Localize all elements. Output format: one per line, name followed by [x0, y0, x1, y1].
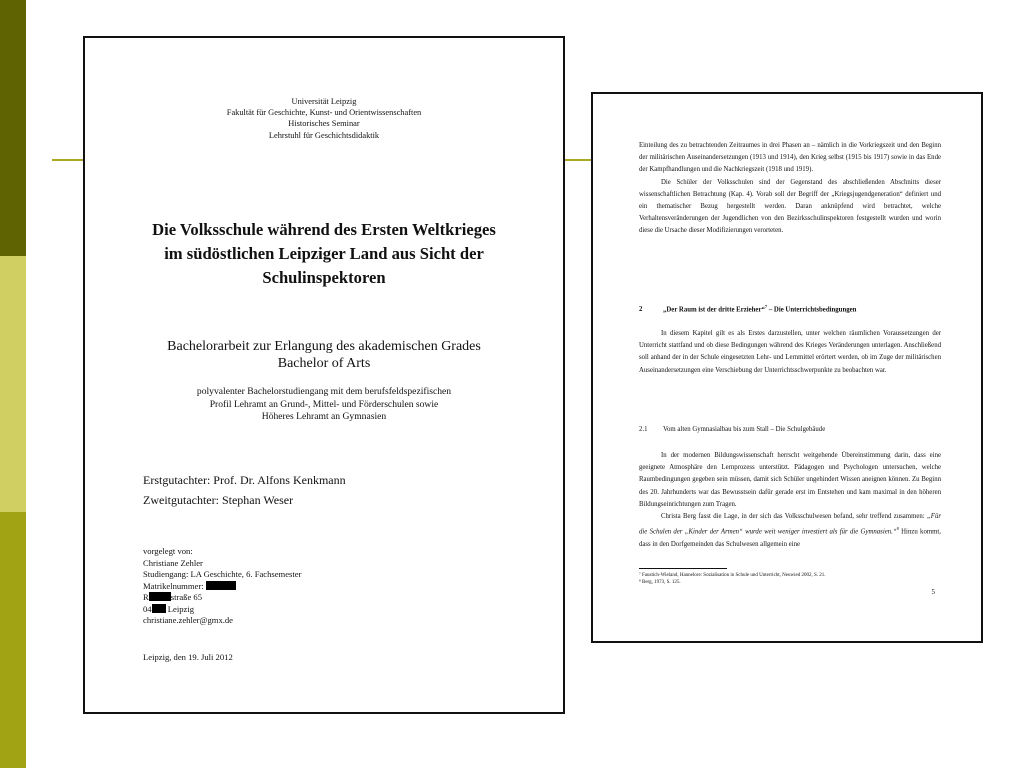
content-page: [591, 92, 983, 643]
footnote: ⁷ Faustich-Wieland, Hannelore: Sozialisation in Schule und Unterricht, Neuwied 2002, S. 21.: [639, 573, 826, 578]
paragraph: In der modernen Bildungswissenschaft herrscht weitgehende Übereinstimmung darin, dass eine geeignete Atmosphäre den Lernprozess unterstützt. Pädagogen und Psychologen untersuchen, welche Raumbedingungen gegeben sein müssen, damit sich Schüler ungehindert Wissen aneignen können. Zu Beginn des 20. Jahrhunderts war das Bewusstsein dafür gerade erst im Entstehen und kam maximal in den höheren Bildungseinrichtungen zum Tragen.: [639, 452, 941, 508]
faculty-name: Fakultät für Geschichte, Kunst- und Orientwissenschaften: [226, 108, 422, 118]
footnote-divider: [639, 568, 727, 569]
section-heading-2: [639, 304, 856, 313]
quote-text: „Für die Schulen der „Kinder der Armen“ wurde weit weniger investiert als für die Gymnasien.“: [639, 513, 941, 536]
redaction-box: [206, 581, 236, 590]
reviewers: [143, 470, 346, 510]
program-line: Höheres Lehramt an Gymnasien: [261, 411, 387, 422]
section-title: „Der Raum ist der dritte Erzieher“: [663, 306, 765, 314]
paragraph-text: Christa Berg fasst die Lage, in der sich das Volksschulwesen befand, sehr treffend zusammen:: [661, 513, 928, 521]
footnote-ref: 8: [896, 526, 899, 532]
decor-bar-top: [0, 0, 26, 256]
university-header: [85, 96, 563, 141]
submitted-by: [143, 546, 301, 627]
chair-name: Lehrstuhl für Geschichtsdidaktik: [268, 130, 380, 140]
first-reviewer: Erstgutachter: Prof. Dr. Alfons Kenkmann: [143, 473, 346, 487]
redaction-box: [149, 592, 171, 601]
title-page: [83, 36, 565, 714]
paragraph: Die Schüler der Volksschulen sind der Gegenstand des abschließenden Abschnitts dieser wissenschaftlichen Betrachtung (Kap. 4). Vorab soll der Begriff der „Kriegsjugendgeneration“ definiert und ein thematischer Bezug hergestellt werden. Daran anknüpfend wird betrachtet, welche Verhaltensveränderungen der Jugendlichen von den Bezirksschulinspektoren festgestellt wurden und worin diese die Ursache dieser Modifizierungen verorteten.: [639, 178, 941, 235]
street-prefix: R: [143, 592, 149, 602]
page-number: 5: [931, 588, 935, 596]
decor-bar-bottom: [0, 512, 26, 768]
degree-name: Bachelor of Arts: [277, 356, 371, 371]
footnote: ⁸ Berg, 1973, S. 125.: [639, 580, 681, 585]
study-program: [85, 386, 563, 424]
author-matrikel: [143, 581, 301, 593]
submission-date: Leipzig, den 19. Juli 2012: [143, 652, 233, 662]
section-number: 2: [639, 306, 643, 314]
decor-bar-middle: [0, 256, 26, 512]
section-heading-2-1: [639, 426, 825, 433]
submitted-label: vorgelegt von:: [143, 546, 193, 556]
paragraph: Einteilung des zu betrachtenden Zeitraumes in drei Phasen an – nämlich in die Vorkriegszeit und den Beginn der militärischen Auseinandersetzungen (1913 und 1914), den Krieg selbst (1915 bis 1917) sowie in das Ende der Kampfhandlungen und die Nachkriegszeit (1918 und 1919).: [639, 142, 941, 174]
footnotes: [639, 572, 826, 586]
accent-line-middle: [563, 159, 593, 161]
thesis-title: [105, 218, 543, 290]
author-name: Christiane Zehler: [143, 557, 203, 568]
program-line: polyvalenter Bachelorstudiengang mit dem berufsfeldspezifischen: [196, 386, 452, 397]
zip-prefix: 04: [143, 603, 152, 614]
author-street: [143, 592, 301, 604]
author-studiengang: Studiengang: LA Geschichte, 6. Fachsemester: [143, 569, 302, 579]
university-name: Universität Leipzig: [291, 97, 357, 106]
section-title-rest: – Die Unterrichtsbedingungen: [767, 306, 857, 314]
thesis-title-line: im südöstlichen Leipziger Land aus Sicht der: [164, 244, 484, 263]
paragraph: [639, 511, 941, 551]
section-body: [639, 450, 941, 551]
matrikel-label: Matrikelnummer:: [143, 580, 204, 591]
thesis-title-line: Die Volksschule während des Ersten Weltkrieges: [152, 220, 496, 239]
section-title: Vom alten Gymnasialbau bis zum Stall – Die Schulgebäude: [663, 426, 826, 433]
program-line: Profil Lehramt an Grund-, Mittel- und Förderschulen sowie: [209, 398, 439, 410]
section-number: 2.1: [639, 426, 648, 433]
paragraph: In diesem Kapitel gilt es als Erstes darzustellen, unter welchen räumlichen Voraussetzungen der Unterricht stattfand und ob diese Bedingungen während des Krieges Veränderungen unterlagen. Anschließend soll anhand der in der Schule eingesetzten Lehr- und Lernmittel erörtert werden, ob im Zuge der militärischen Auseinandersetzungen eine Verschiebung der Unterrichtsschwerpunkte zu beobachten war.: [639, 330, 941, 374]
chapter-intro: [639, 328, 941, 377]
second-reviewer: Zweitgutachter: Stephan Weser: [143, 493, 294, 507]
intro-paragraphs: [639, 140, 941, 238]
footnote-ref: 7: [764, 304, 768, 309]
street-suffix: straße 65: [170, 592, 202, 602]
paragraph-text: Hinzu kommt, dass in den Dorfgemeinden das Schulwesen allgemein eine: [639, 528, 942, 548]
seminar-name: Historisches Seminar: [288, 119, 360, 129]
city-name: Leipzig: [167, 603, 194, 614]
degree-info: [85, 338, 563, 372]
accent-line-left: [52, 159, 86, 161]
author-city: [143, 604, 301, 616]
redaction-box: [152, 604, 166, 613]
author-email: christiane.zehler@gmx.de: [143, 615, 233, 625]
thesis-title-line: Schulinspektoren: [262, 268, 386, 287]
degree-purpose: Bachelorarbeit zur Erlangung des akademischen Grades: [167, 339, 481, 354]
